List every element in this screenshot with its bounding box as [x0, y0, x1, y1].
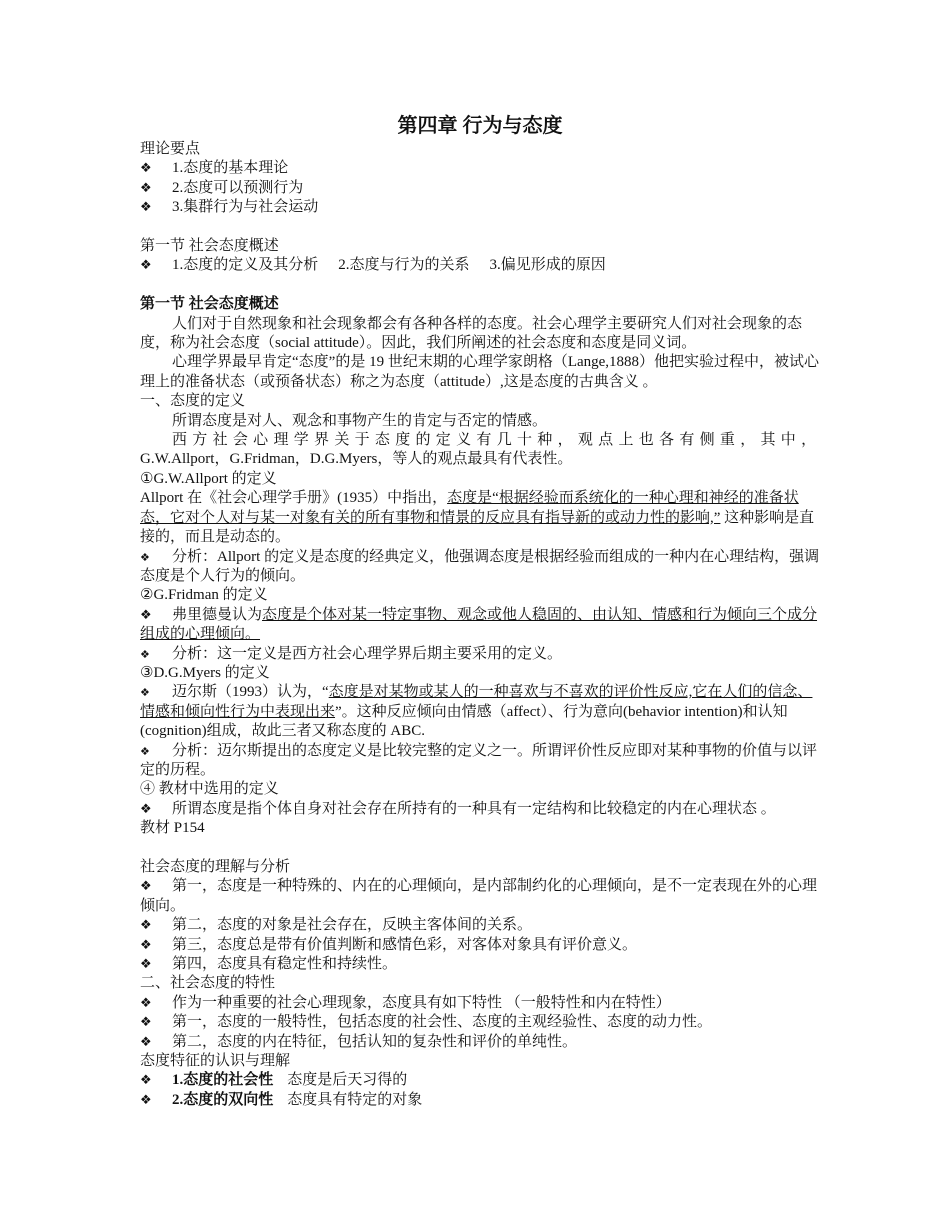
bullet-icon: ❖	[140, 686, 150, 700]
bullet-icon: ❖	[140, 918, 152, 934]
intro-item: ❖ 2.态度可以预测行为	[140, 179, 820, 198]
list-item: ❖ 第一，态度的一般特性，包括态度的社会性、态度的主观经验性、态度的动力性。	[140, 1013, 820, 1032]
bullet-icon: ❖	[140, 995, 152, 1011]
list-item	[140, 1071, 820, 1090]
underlined-quote: 态度是个体对某一特定事物、观念或他人稳固的、由认知、情感和行为倾向三个成分组成的心理倾向。	[140, 606, 818, 643]
bullet-icon: ❖	[140, 937, 152, 953]
fridman-definition: ❖ 弗里德曼认为态度是个体对某一特定事物、观念或他人稳固的、由认知、情感和行为倾向三个成分组成的心理倾向。	[140, 606, 818, 643]
bullet-icon: ❖	[140, 258, 152, 274]
textbook-heading: ④ 教材中选用的定义	[140, 781, 279, 798]
bullet-icon: ❖	[140, 1073, 152, 1089]
myers-analysis: ❖ 分析：迈尔斯提出的态度定义是比较完整的定义之一。所谓评价性反应即对某种事物的价值与以评定的历程。	[140, 742, 818, 778]
intro-item: ❖ 1.态度的基本理论	[140, 159, 820, 178]
definition-heading: 一、态度的定义	[140, 393, 246, 410]
overview-items: ❖ 1.态度的定义及其分析 2.态度与行为的关系 3.偏见形成的原因	[140, 256, 820, 275]
bullet-icon: ❖	[140, 200, 152, 216]
trait-desc: 态度具有特定的对象	[287, 1091, 423, 1108]
traits-heading: 二、社会态度的特性	[140, 975, 276, 992]
bullet-icon: ❖	[140, 607, 152, 623]
section-paragraph: 心理学界最早肯定“态度”的是 19 世纪末期的心理学家朗格（Lange,1888）他把实验过程中，被试心理上的准备状态（或预备状态）称之为态度（attitude）,这是态度的古典含义 。	[140, 354, 820, 390]
understanding-heading: 社会态度的理解与分析	[140, 858, 291, 875]
trait-term: 2.态度的双向性	[172, 1091, 274, 1108]
bullet-icon: ❖	[140, 180, 152, 196]
section-paragraph: 人们对于自然现象和社会现象都会有各种各样的态度。社会心理学主要研究人们对社会现象的态度，称为社会态度（social attitude）。因此，我们所阐述的社会态度和态度是同义词。	[140, 315, 803, 352]
fridman-analysis: ❖ 分析：这一定义是西方社会心理学界后期主要采用的定义。	[140, 645, 820, 664]
cognition-heading: 态度特征的认识与理解	[140, 1053, 291, 1070]
bullet-icon: ❖	[140, 744, 150, 758]
list-item: ❖ 第一，态度是一种特殊的、内在的心理倾向，是内部制约化的心理倾向，是不一定表现在外的心理倾向。	[140, 878, 818, 914]
bullet-icon: ❖	[140, 1015, 152, 1031]
list-item: ❖ 第二，态度的内在特征，包括认知的复杂性和评价的单纯性。	[140, 1033, 820, 1052]
definition-paragraph-line: 西方社会心理学界关于态度的定义有几十种，观点上也各有侧重，其中，	[172, 432, 820, 449]
intro-item: ❖ 3.集群行为与社会运动	[140, 198, 820, 217]
myers-definition: ❖ 迈尔斯（1993）认为，“态度是对某物或某人的一种喜欢与不喜欢的评价性反应,它在人们的信念、情感和倾向性行为中表现出来”。这种反应倾向由情感（affect）、行为意向(behavior intention)和认知(cognition)组成，故此三者又称态度的 ABC.	[140, 684, 813, 740]
bullet-icon: ❖	[140, 1092, 152, 1108]
list-item: ❖ 第二，态度的对象是社会存在，反映主客体间的关系。	[140, 916, 820, 935]
section-heading: 第一节 社会态度概述	[140, 296, 279, 313]
overview-heading: 第一节 社会态度概述	[140, 238, 279, 255]
textbook-definition: ❖ 所谓态度是指个体自身对社会存在所持有的一种具有一定结构和比较稳定的内在心理状态 。	[140, 800, 820, 819]
bullet-icon: ❖	[140, 550, 150, 564]
definition-paragraph-line: G.W.Allport，G.Fridman，D.G.Myers，等人的观点最具有代表性。	[140, 451, 573, 468]
bullet-icon: ❖	[140, 801, 152, 817]
allport-definition: Allport 在《社会心理学手册》(1935）中指出，态度是“根据经验而系统化的一种心理和神经的准备状态，它对个人对与某一对象有关的所有事物和情景的反应具有指导新的或动力性的影响,” 这种影响是直接的，而且是动态的。	[140, 490, 815, 546]
bullet-icon: ❖	[140, 957, 152, 973]
bullet-icon: ❖	[140, 1034, 152, 1050]
allport-analysis: ❖ 分析：Allport 的定义是态度的经典定义，他强调态度是根据经验而组成的一种内在心理结构，强调态度是个人行为的倾向。	[140, 548, 820, 584]
bullet-icon: ❖	[140, 647, 150, 661]
underlined-quote: 态度是“根据经验而系统化的一种心理和神经的准备状态，它对个人对与某一对象有关的所有事物和情景的反应具有指导新的或动力性的影响,”	[140, 490, 799, 526]
trait-term: 1.态度的社会性	[172, 1072, 274, 1089]
fridman-heading: ②G.Fridman 的定义	[140, 587, 268, 604]
allport-heading: ①G.W.Allport 的定义	[140, 470, 277, 487]
definition-paragraph: 所谓态度是对人、观念和事物产生的肯定与否定的情感。	[172, 412, 548, 429]
myers-heading: ③D.G.Myers 的定义	[140, 664, 270, 681]
intro-label: 理论要点	[140, 141, 201, 157]
textbook-ref: 教材 P154	[140, 820, 205, 837]
chapter-title: 第四章 行为与态度	[397, 115, 563, 137]
underlined-quote: 态度是对某物或某人的一种喜欢与不喜欢的评价性反应,它在人们的信念、情感和倾向性行为中表现出来	[140, 684, 813, 720]
list-item: ❖ 作为一种重要的社会心理现象，态度具有如下特性 （一般特性和内在特性）	[140, 994, 820, 1013]
list-item	[140, 1091, 820, 1110]
list-item: ❖ 第三，态度总是带有价值判断和感情色彩，对客体对象具有评价意义。	[140, 936, 820, 955]
bullet-icon: ❖	[140, 161, 152, 177]
trait-desc: 态度是后天习得的	[287, 1072, 408, 1089]
list-item: ❖ 第四，态度具有稳定性和持续性。	[140, 955, 820, 974]
document-page	[140, 113, 820, 1110]
bullet-icon: ❖	[140, 879, 152, 895]
